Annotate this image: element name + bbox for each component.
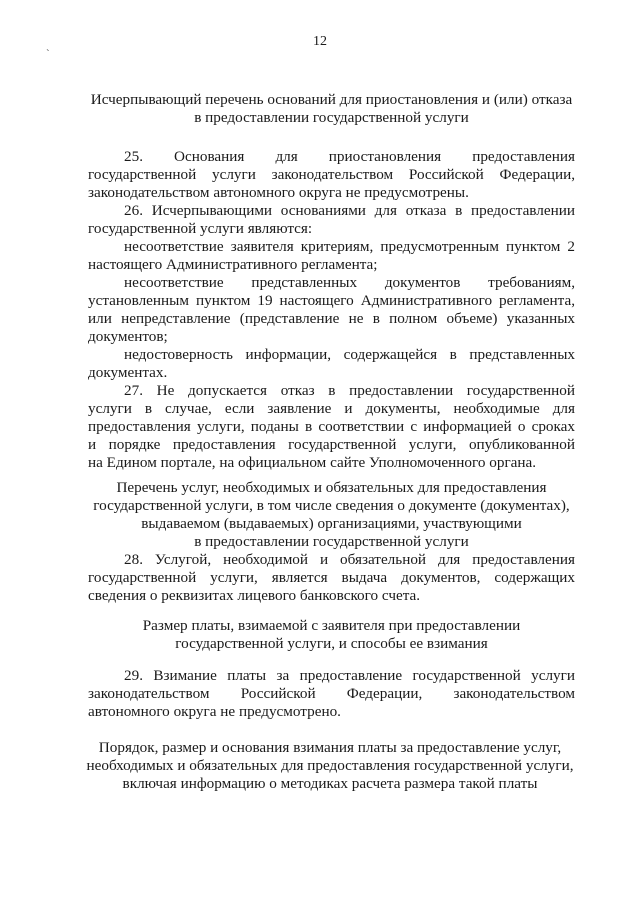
- text-line: 28. Услугой, необходимой и обязательной для предоставления: [124, 551, 575, 568]
- text-line: государственной услуги, является выдача документов, содержащих: [88, 569, 575, 586]
- paragraph-29: [88, 667, 575, 721]
- paragraph-25: [88, 148, 575, 202]
- text-line: предоставления услуги, поданы в соответствии с информацией о сроках: [88, 418, 575, 435]
- heading-line: необходимых и обязательных для предоставления государственной услуги,: [86, 757, 574, 774]
- heading-line: Размер платы, взимаемой с заявителя при предоставлении: [142, 617, 521, 634]
- heading-line: государственной услуги, в том числе сведения о документе (документах),: [93, 497, 570, 514]
- heading-line: в предоставлении государственной услуги: [194, 533, 469, 550]
- text-line: сведения о реквизитах лицевого банковского счета.: [88, 587, 421, 604]
- section-heading-fee: [88, 617, 575, 653]
- text-line: и порядке предоставления государственной услуги, опубликованной: [88, 436, 575, 453]
- heading-line: выдаваемом (выдаваемых) организациями, участвующими: [141, 515, 522, 532]
- text-line: на Едином портале, на официальном сайте Уполномоченного органа.: [88, 454, 537, 471]
- text-line: 26. Исчерпывающими основаниями для отказа в предоставлении: [124, 202, 575, 219]
- text-line: установленным пунктом 19 настоящего Административного регламента,: [88, 292, 575, 309]
- paragraph-26: [88, 202, 575, 382]
- text-line: 25. Основания для приостановления предоставления: [124, 148, 575, 165]
- heading-line: Перечень услуг, необходимых и обязательных для предоставления: [116, 479, 547, 496]
- text-line: несоответствие заявителя критериям, предусмотренным пунктом 2: [124, 238, 575, 255]
- paragraph-27: [88, 382, 575, 472]
- heading-line: Исчерпывающий перечень оснований для приостановления и (или) отказа: [90, 91, 573, 108]
- paragraph-28: [88, 551, 575, 605]
- heading-line: Порядок, размер и основания взимания платы за предоставление услуг,: [98, 739, 562, 756]
- text-line: государственной услуги законодательством Российской Федерации,: [88, 166, 575, 183]
- heading-line: государственной услуги, и способы ее взимания: [175, 635, 488, 652]
- section-heading-fee-procedure: [80, 739, 580, 793]
- text-line: услуги в случае, если заявление и документы, необходимые для: [88, 400, 575, 417]
- margin-mark: `: [46, 48, 50, 60]
- text-line: недостоверность информации, содержащейся в представленных: [124, 346, 575, 363]
- heading-line: в предоставлении государственной услуги: [194, 109, 469, 126]
- text-line: автономного округа не предусмотрено.: [88, 703, 341, 720]
- text-line: законодательством Российской Федерации, законодательством: [88, 685, 575, 702]
- heading-line: включая информацию о методиках расчета размера такой платы: [122, 775, 538, 792]
- text-line: документов;: [88, 328, 168, 345]
- text-line: 27. Не допускается отказ в предоставлении государственной: [124, 382, 575, 399]
- text-line: законодательством автономного округа не предусмотрены.: [88, 184, 469, 201]
- text-line: государственной услуги являются:: [88, 220, 313, 237]
- text-line: 29. Взимание платы за предоставление государственной услуги: [124, 667, 575, 684]
- section-heading-required-services: [88, 479, 575, 551]
- text-line: или непредставление (представление не в полном объеме) указанных: [88, 310, 575, 327]
- text-line: документах.: [88, 364, 168, 381]
- text-line: несоответствие представленных документов требованиям,: [124, 274, 575, 291]
- text-line: настоящего Административного регламента;: [88, 256, 378, 273]
- section-heading-suspension-refusal: [88, 91, 575, 127]
- page-number: 12: [313, 34, 327, 49]
